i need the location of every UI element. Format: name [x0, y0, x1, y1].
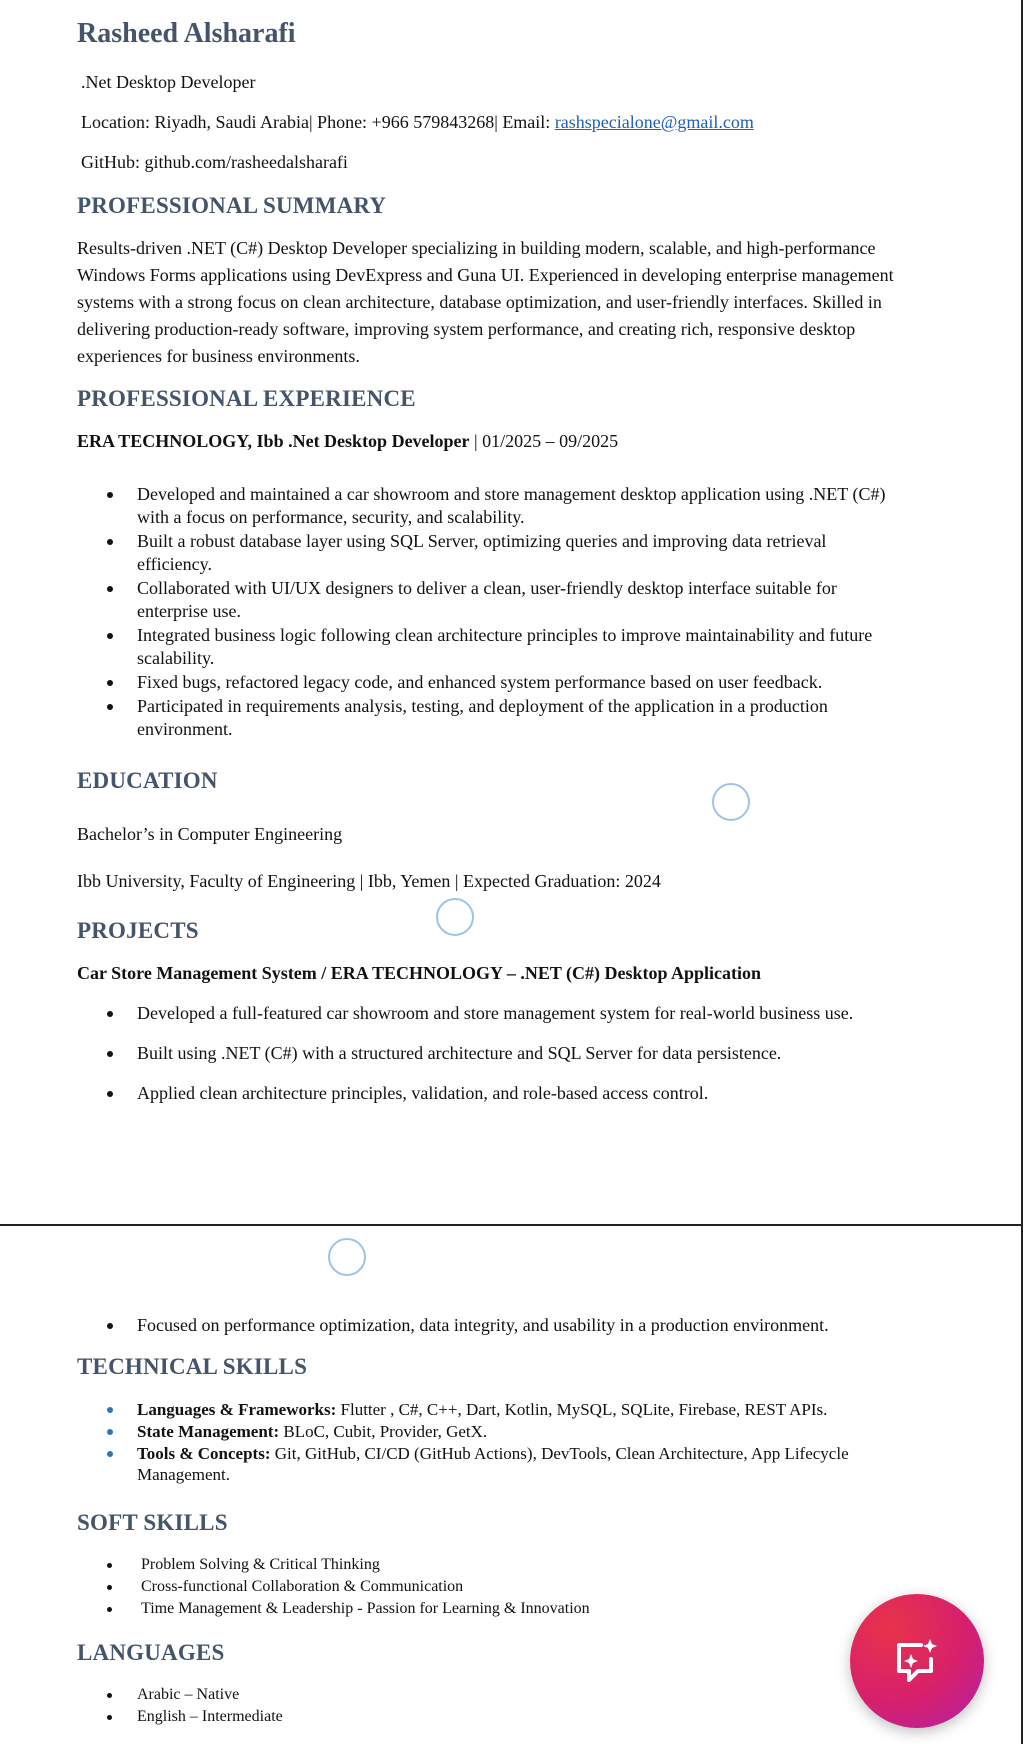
skill-label: Tools & Concepts: [137, 1444, 271, 1463]
contact-line [81, 112, 754, 133]
technical-skills-heading: TECHNICAL SKILLS [77, 1354, 308, 1379]
touch-indicator [328, 1238, 366, 1276]
skill-value: Git, GitHub, CI/CD (GitHub Actions), DevTools, Clean Architecture, App Lifecycle Management. [137, 1444, 849, 1484]
list-item: English – Intermediate [77, 1706, 897, 1728]
experience-heading: PROFESSIONAL EXPERIENCE [77, 386, 416, 411]
list-item: Arabic – Native [77, 1684, 897, 1706]
list-item: Built using .NET (C#) with a structured architecture and SQL Server for data persistence. [77, 1039, 897, 1067]
education-school: Ibb University, Faculty of Engineering | Ibb, Yemen | Expected Graduation: 2024 [77, 871, 661, 891]
languages-heading: LANGUAGES [77, 1640, 225, 1665]
list-item: Integrated business logic following clean architecture principles to improve maintainability and future scalability. [77, 624, 897, 670]
list-item: Participated in requirements analysis, testing, and deployment of the application in a production environment. [77, 695, 897, 741]
list-item: Developed a full-featured car showroom and store management system for real-world business use. [77, 999, 897, 1027]
job-title: .Net Desktop Developer [81, 72, 256, 92]
skill-label: State Management: [137, 1422, 280, 1441]
list-item: Cross-functional Collaboration & Communication [77, 1576, 897, 1598]
projects-heading: PROJECTS [77, 918, 199, 943]
experience-bullet-list [77, 483, 897, 742]
project-bullet-list-continued [77, 1311, 897, 1351]
employment-dates: | 01/2025 – 09/2025 [469, 431, 619, 451]
experience-role-line [77, 431, 618, 452]
skill-value: Flutter , C#, C++, Dart, Kotlin, MySQL, SQLite, Firebase, REST APIs. [336, 1400, 828, 1419]
github-line: GitHub: github.com/rasheedalsharafi [81, 152, 348, 172]
page-break-divider [0, 1224, 1022, 1226]
touch-indicator [712, 783, 750, 821]
list-item: Time Management & Leadership - Passion for Learning & Innovation [77, 1598, 897, 1620]
technical-skills-list [77, 1399, 897, 1486]
list-item [77, 1443, 897, 1485]
list-item: Developed and maintained a car showroom and store management desktop application using .NET (C#) with a focus on performance, security, and scalability. [77, 483, 897, 529]
contact-details: Location: Riyadh, Saudi Arabia| Phone: +966 579843268| Email: [81, 112, 555, 132]
chat-sparkle-icon [889, 1633, 945, 1689]
list-item [77, 1421, 897, 1442]
list-item: Fixed bugs, refactored legacy code, and enhanced system performance based on user feedback. [77, 671, 897, 694]
list-item: Built a robust database layer using SQL Server, optimizing queries and improving data retrieval efficiency. [77, 530, 897, 576]
page-edge [1021, 0, 1023, 1744]
candidate-name: Rasheed Alsharafi [77, 18, 296, 49]
languages-list [77, 1684, 897, 1728]
list-item: Applied clean architecture principles, validation, and role-based access control. [77, 1079, 897, 1107]
email-link[interactable]: rashspecialone@gmail.com [554, 112, 754, 132]
list-item [77, 1399, 897, 1420]
soft-skills-list [77, 1554, 897, 1620]
project-title: Car Store Management System / ERA TECHNOLOGY – .NET (C#) Desktop Application [77, 963, 762, 983]
skill-label: Languages & Frameworks: [137, 1400, 337, 1419]
summary-heading: PROFESSIONAL SUMMARY [77, 193, 387, 218]
touch-indicator [436, 898, 474, 936]
summary-text: Results-driven .NET (C#) Desktop Developer specializing in building modern, scalable, and high-performance Windows Forms applications using DevExpress and Guna UI. Experienced in developing enterprise management systems with a strong focus on clean architecture, database optimization, and user-friendly interfaces. Skilled in delivering production-ready software, improving system performance, and creating rich, responsive desktop experiences for business environments. [77, 238, 894, 366]
list-item: Focused on performance optimization, data integrity, and usability in a production environment. [77, 1311, 897, 1339]
list-item: Problem Solving & Critical Thinking [77, 1554, 897, 1576]
skill-value: BLoC, Cubit, Provider, GetX. [279, 1422, 488, 1441]
education-degree: Bachelor’s in Computer Engineering [77, 824, 343, 844]
project-bullet-list [77, 999, 897, 1119]
company-role: ERA TECHNOLOGY, Ibb .Net Desktop Developer [77, 431, 470, 451]
ai-chat-button[interactable] [850, 1594, 984, 1728]
list-item: Collaborated with UI/UX designers to deliver a clean, user-friendly desktop interface suitable for enterprise use. [77, 577, 897, 623]
soft-skills-heading: SOFT SKILLS [77, 1510, 228, 1535]
education-heading: EDUCATION [77, 768, 218, 793]
